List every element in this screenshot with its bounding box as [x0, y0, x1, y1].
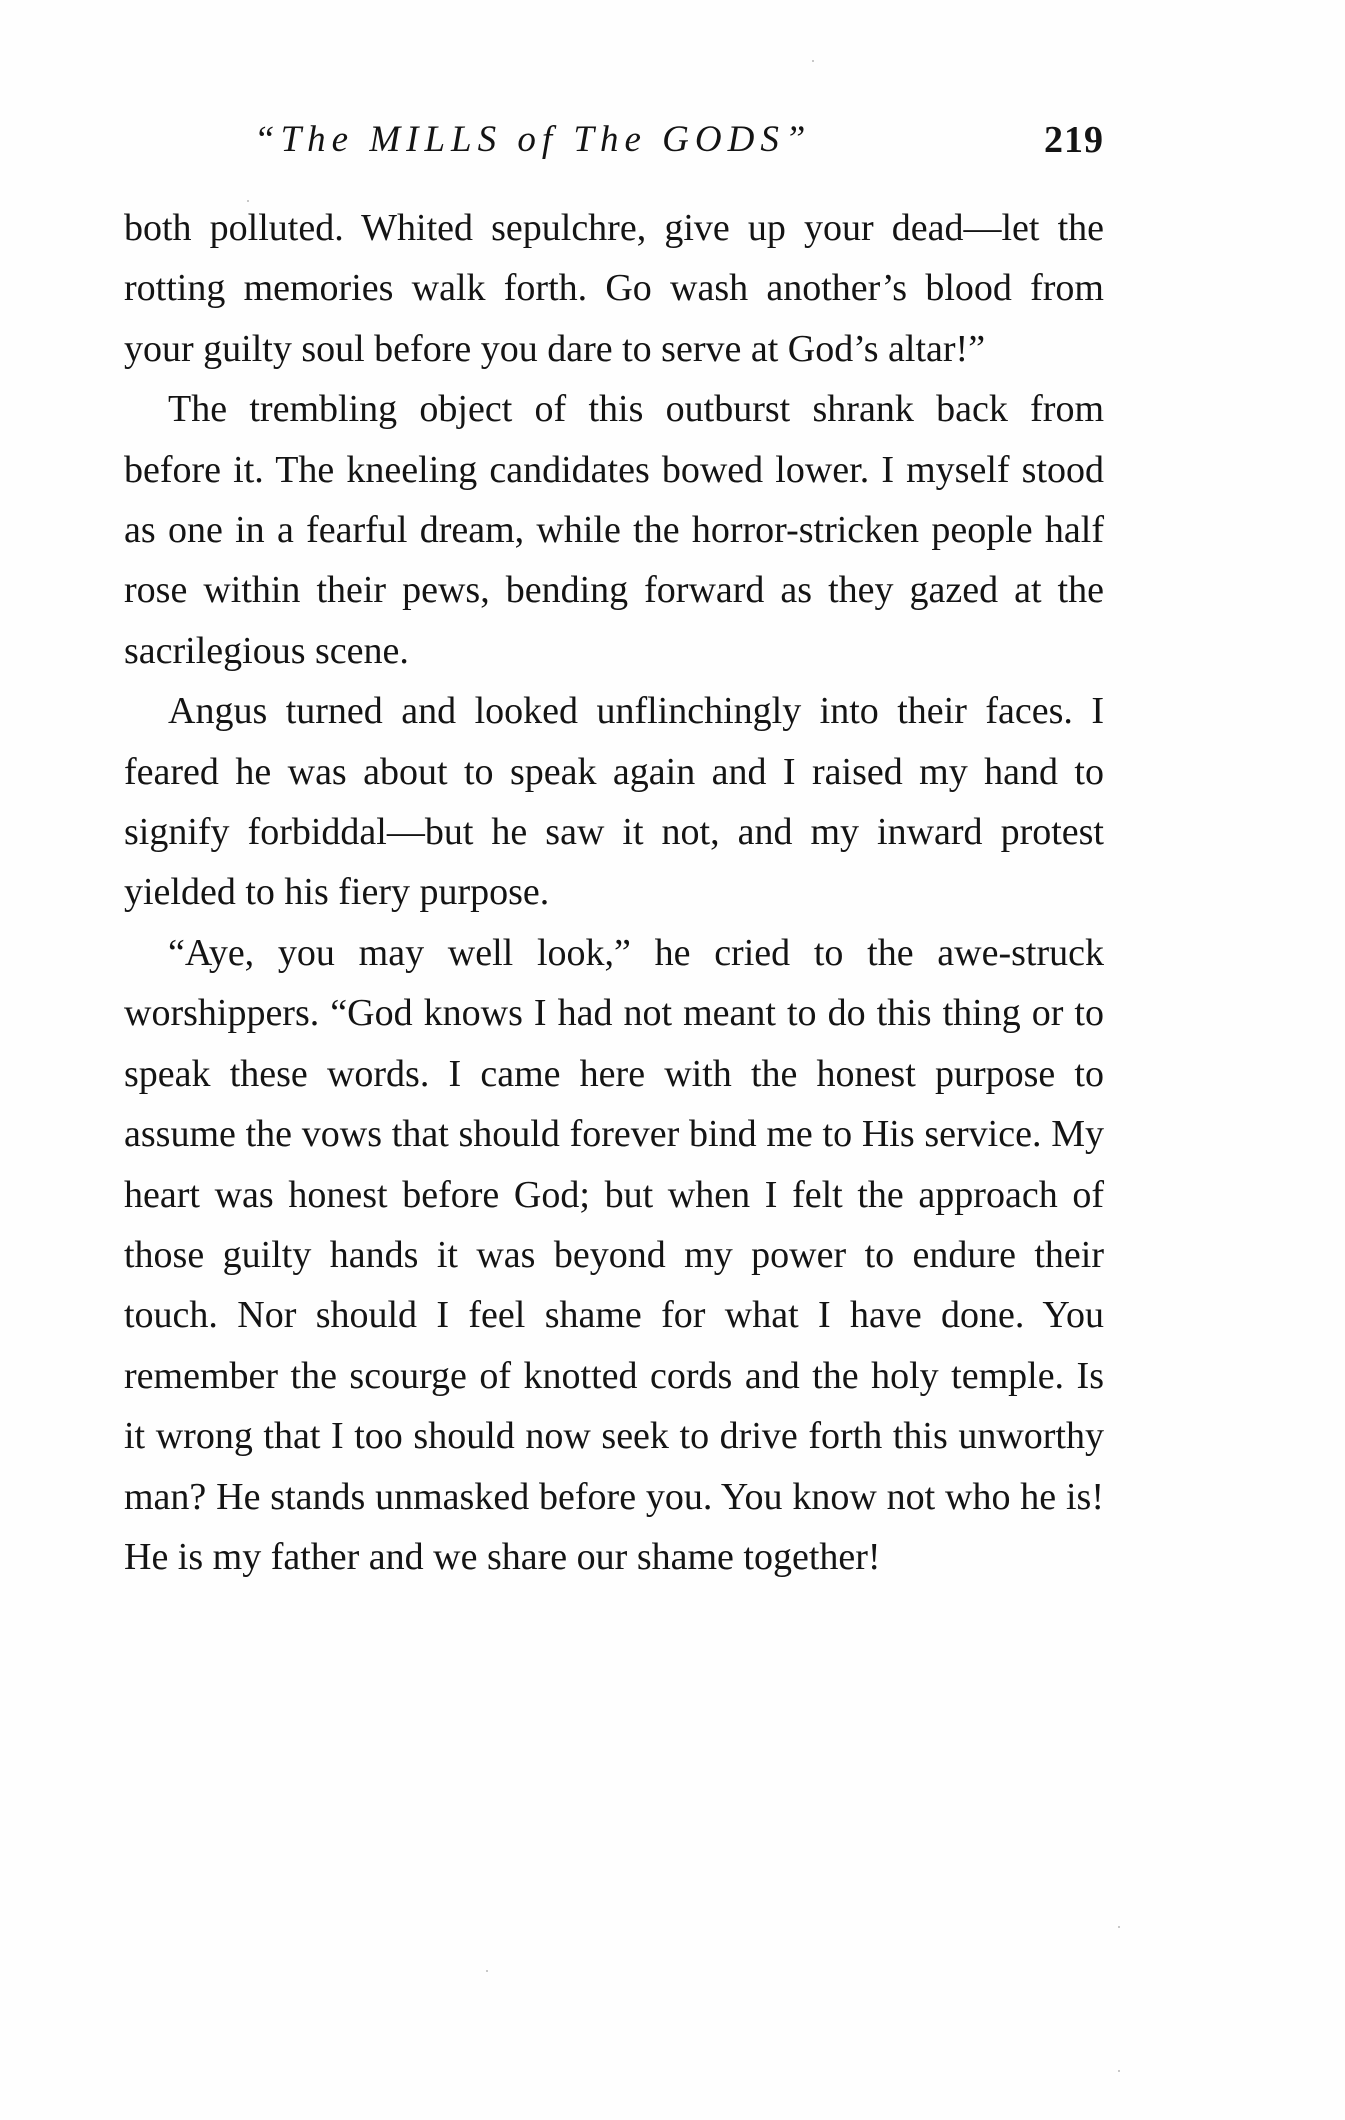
paper-speck [486, 1970, 488, 1972]
paragraph: The trembling object of this outburst shrank back from before it. The kneeling candidates bowed lower. I myself stood as one in a fearful dream, while the horror-stricken people half rose within their pews, bending forward as they gazed at the sacrilegious scene. [124, 388, 1104, 672]
paper-speck [1118, 1926, 1120, 1928]
paragraph-continued: both polluted. Whited sepulchre, give up your dead—let the rotting memories walk forth. Go wash another’s blood from your guilty soul before you dare to serve at God’s altar!” [124, 207, 1104, 370]
paragraph: “Aye, you may well look,” he cried to the awe-struck worshippers. “God knows I had not meant to do this thing or to speak these words. I came here with the honest purpose to assume the vows that should forever bind me to His service. My heart was honest before God; but when I felt the approach of those guilty hands it was beyond my power to endure their touch. Nor should I feel shame for what I have done. You remember the scourge of knotted cords and the holy temple. Is it wrong that I too should now seek to drive forth this unworthy man? He stands unmasked before you. You know not who he is! He is my father and we share our shame together! [124, 931, 1104, 1578]
paper-speck [1118, 2070, 1120, 2072]
paper-speck [812, 60, 814, 62]
page-number: 219 [1044, 119, 1104, 161]
running-title: “The MILLS of The GODS” [254, 119, 812, 160]
body-text [124, 198, 1104, 1587]
running-head [124, 118, 1104, 174]
paragraph: Angus turned and looked unflinchingly into their faces. I feared he was about to speak again and I raised my hand to signify forbiddal—but he saw it not, and my inward protest yielded to his fiery purpose. [124, 690, 1104, 914]
paper-speck [247, 200, 249, 202]
